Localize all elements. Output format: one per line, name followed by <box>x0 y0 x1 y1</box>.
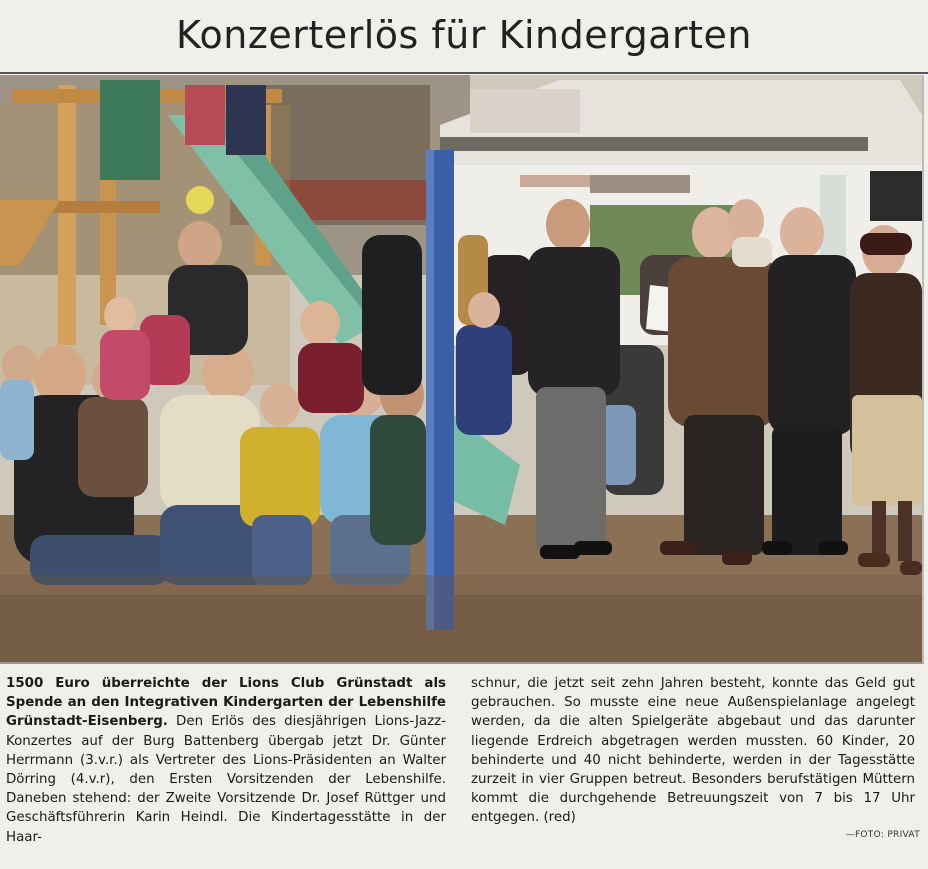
article-photo <box>0 75 924 664</box>
caption-column-left <box>6 674 446 847</box>
caption-column-right: schnur, die jetzt seit zehn Jahren besteht, konnte das Geld gut gebrauchen. So musste eine neue Außenspielanlage angelegt werden, da die alten Spielgeräte abgebaut und das darunter liegende Erdreich abgetragen werden mussten. 60 Kinder, 20 behinderte und 40 nicht behinderte, werden in der Tagesstätte zurzeit in vier Gruppen betreut. Besonders berufstätigen Müttern kommt die durchgehende Betreuungszeit von 7 bis 17 Uhr entgegen. (red) <box>471 676 915 826</box>
caption-body: Den Erlös des diesjährigen Lions-Jazz-Konzertes auf der Burg Battenberg übergab jetzt Dr. Günter Herrmann (3.v.r.) als Vertreter des Lions-Präsidenten an Walter Dörring (4.v.r), den Ersten Vorsitzenden der Lebenshilfe. Daneben stehend: der Zweite Vorsitzende Dr. Josef Rüttger und Geschäftsführerin Karin Heindl. Die Kindertagesstätte in der Haar- <box>6 714 446 845</box>
photo-credit: —FOTO: PRIVAT <box>845 830 920 840</box>
caption-lead: 1500 Euro überreichte der Lions Club Grünstadt als Spende an den Integrativen Kindergarten der Lebenshilfe Grünstadt-Eisenberg. <box>6 676 446 730</box>
headline-rule <box>0 72 928 74</box>
article-headline: Konzerterlös für Kindergarten <box>176 13 752 57</box>
